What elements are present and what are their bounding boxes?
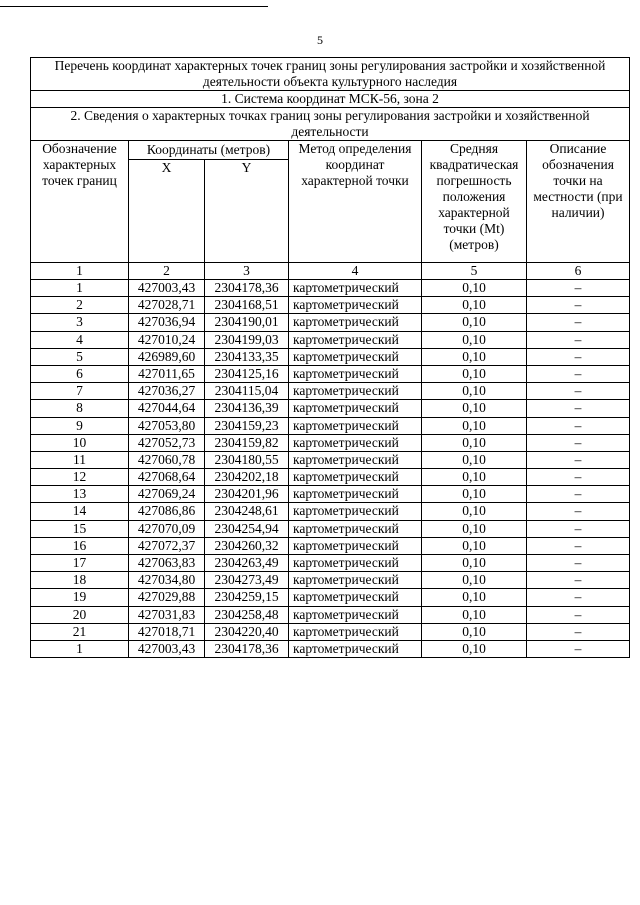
mt-error: 0,10 xyxy=(422,451,527,468)
method: картометрический xyxy=(289,520,422,537)
coord-x: 427036,27 xyxy=(129,383,205,400)
coord-y: 2304136,39 xyxy=(205,400,289,417)
point-number: 21 xyxy=(31,623,129,640)
mt-error: 0,10 xyxy=(422,365,527,382)
point-number: 12 xyxy=(31,469,129,486)
coord-x: 427072,37 xyxy=(129,537,205,554)
method: картометрический xyxy=(289,640,422,657)
mt-error: 0,10 xyxy=(422,383,527,400)
coord-y: 2304273,49 xyxy=(205,572,289,589)
method: картометрический xyxy=(289,280,422,297)
column-number: 3 xyxy=(205,263,289,280)
coordinate-system: 1. Система координат МСК-56, зона 2 xyxy=(31,91,630,108)
point-number: 4 xyxy=(31,331,129,348)
coord-y: 2304259,15 xyxy=(205,589,289,606)
mt-error: 0,10 xyxy=(422,537,527,554)
point-number: 13 xyxy=(31,486,129,503)
point-number: 1 xyxy=(31,280,129,297)
method: картометрический xyxy=(289,537,422,554)
coord-x: 427053,80 xyxy=(129,417,205,434)
table-row xyxy=(31,417,630,434)
mt-error: 0,10 xyxy=(422,503,527,520)
description: – xyxy=(527,348,630,365)
point-number: 14 xyxy=(31,503,129,520)
table-row xyxy=(31,297,630,314)
mt-error: 0,10 xyxy=(422,606,527,623)
point-number: 8 xyxy=(31,400,129,417)
coord-x: 427034,80 xyxy=(129,572,205,589)
method: картометрический xyxy=(289,434,422,451)
coord-x: 427029,88 xyxy=(129,589,205,606)
table-row xyxy=(31,314,630,331)
method: картометрический xyxy=(289,606,422,623)
mt-error: 0,10 xyxy=(422,640,527,657)
method: картометрический xyxy=(289,623,422,640)
mt-error: 0,10 xyxy=(422,572,527,589)
coord-y: 2304178,36 xyxy=(205,640,289,657)
description: – xyxy=(527,623,630,640)
mt-error: 0,10 xyxy=(422,280,527,297)
table-row xyxy=(31,280,630,297)
coord-x: 427086,86 xyxy=(129,503,205,520)
table-row xyxy=(31,383,630,400)
coord-y: 2304159,23 xyxy=(205,417,289,434)
table-row xyxy=(31,434,630,451)
title-row xyxy=(31,58,630,91)
document-title: Перечень координат характерных точек границ зоны регулирования застройки и хозяйственной деятельности объекта культурного наследия xyxy=(31,58,630,91)
coord-y: 2304125,16 xyxy=(205,365,289,382)
header-y: Y xyxy=(205,160,289,263)
mt-error: 0,10 xyxy=(422,417,527,434)
method: картометрический xyxy=(289,383,422,400)
coord-y: 2304199,03 xyxy=(205,331,289,348)
coord-x: 427031,83 xyxy=(129,606,205,623)
description: – xyxy=(527,451,630,468)
description: – xyxy=(527,537,630,554)
description: – xyxy=(527,503,630,520)
description: – xyxy=(527,520,630,537)
coord-y: 2304202,18 xyxy=(205,469,289,486)
coord-x: 427052,73 xyxy=(129,434,205,451)
mt-error: 0,10 xyxy=(422,434,527,451)
coord-y: 2304178,36 xyxy=(205,280,289,297)
header-description: Описание обозначения точки на местности (при наличии) xyxy=(527,141,630,263)
coord-y: 2304115,04 xyxy=(205,383,289,400)
column-numbers-row xyxy=(31,263,630,280)
coord-x: 427070,09 xyxy=(129,520,205,537)
table-row xyxy=(31,365,630,382)
coord-x: 427010,24 xyxy=(129,331,205,348)
mt-error: 0,10 xyxy=(422,520,527,537)
description: – xyxy=(527,280,630,297)
point-number: 20 xyxy=(31,606,129,623)
column-number: 2 xyxy=(129,263,205,280)
point-number: 6 xyxy=(31,365,129,382)
coord-y: 2304190,01 xyxy=(205,314,289,331)
coord-x: 426989,60 xyxy=(129,348,205,365)
point-number: 2 xyxy=(31,297,129,314)
method: картометрический xyxy=(289,589,422,606)
table-row xyxy=(31,640,630,657)
table-row xyxy=(31,451,630,468)
coord-y: 2304159,82 xyxy=(205,434,289,451)
table-row xyxy=(31,589,630,606)
method: картометрический xyxy=(289,365,422,382)
method: картометрический xyxy=(289,314,422,331)
description: – xyxy=(527,486,630,503)
coord-x: 427068,64 xyxy=(129,469,205,486)
description: – xyxy=(527,400,630,417)
method: картометрический xyxy=(289,572,422,589)
coord-y: 2304254,94 xyxy=(205,520,289,537)
header-method: Метод определения координат характерной точки xyxy=(289,141,422,263)
description: – xyxy=(527,383,630,400)
page-number: 5 xyxy=(317,33,323,47)
table-row xyxy=(31,348,630,365)
description: – xyxy=(527,469,630,486)
method: картометрический xyxy=(289,417,422,434)
coord-y: 2304248,61 xyxy=(205,503,289,520)
coord-x: 427018,71 xyxy=(129,623,205,640)
point-number: 10 xyxy=(31,434,129,451)
coord-y: 2304260,32 xyxy=(205,537,289,554)
method: картометрический xyxy=(289,348,422,365)
coord-x: 427003,43 xyxy=(129,280,205,297)
coord-x: 427028,71 xyxy=(129,297,205,314)
point-number: 5 xyxy=(31,348,129,365)
coord-x: 427069,24 xyxy=(129,486,205,503)
section-row xyxy=(31,108,630,141)
description: – xyxy=(527,555,630,572)
mt-error: 0,10 xyxy=(422,331,527,348)
method: картометрический xyxy=(289,400,422,417)
method: картометрический xyxy=(289,469,422,486)
coordinates-table xyxy=(30,57,630,658)
method: картометрический xyxy=(289,297,422,314)
mt-error: 0,10 xyxy=(422,486,527,503)
header-x: X xyxy=(129,160,205,263)
point-number: 19 xyxy=(31,589,129,606)
coord-y: 2304168,51 xyxy=(205,297,289,314)
coord-y: 2304180,55 xyxy=(205,451,289,468)
coordinate-system-row xyxy=(31,91,630,108)
mt-error: 0,10 xyxy=(422,555,527,572)
table-row xyxy=(31,486,630,503)
mt-error: 0,10 xyxy=(422,623,527,640)
point-number: 1 xyxy=(31,640,129,657)
top-rule xyxy=(0,6,268,7)
method: картометрический xyxy=(289,555,422,572)
point-number: 11 xyxy=(31,451,129,468)
point-number: 9 xyxy=(31,417,129,434)
coord-y: 2304220,40 xyxy=(205,623,289,640)
description: – xyxy=(527,572,630,589)
description: – xyxy=(527,314,630,331)
header-error: Средняя квадратическая погрешность положения характерной точки (Mt) (метров) xyxy=(422,141,527,263)
description: – xyxy=(527,606,630,623)
coord-y: 2304263,49 xyxy=(205,555,289,572)
coord-x: 427036,94 xyxy=(129,314,205,331)
mt-error: 0,10 xyxy=(422,469,527,486)
point-number: 3 xyxy=(31,314,129,331)
description: – xyxy=(527,417,630,434)
coord-x: 427011,65 xyxy=(129,365,205,382)
point-number: 15 xyxy=(31,520,129,537)
method: картометрический xyxy=(289,331,422,348)
table-row xyxy=(31,469,630,486)
mt-error: 0,10 xyxy=(422,314,527,331)
method: картометрический xyxy=(289,503,422,520)
table-row xyxy=(31,520,630,537)
description: – xyxy=(527,640,630,657)
column-number: 5 xyxy=(422,263,527,280)
header-designation: Обозначение характерных точек границ xyxy=(31,141,129,263)
table-row xyxy=(31,606,630,623)
table-row xyxy=(31,503,630,520)
point-number: 16 xyxy=(31,537,129,554)
table-row xyxy=(31,400,630,417)
method: картометрический xyxy=(289,486,422,503)
section-title: 2. Сведения о характерных точках границ зоны регулирования застройки и хозяйственной деятельности xyxy=(31,108,630,141)
point-number: 18 xyxy=(31,572,129,589)
method: картометрический xyxy=(289,451,422,468)
coord-y: 2304201,96 xyxy=(205,486,289,503)
table-row xyxy=(31,572,630,589)
mt-error: 0,10 xyxy=(422,589,527,606)
mt-error: 0,10 xyxy=(422,400,527,417)
description: – xyxy=(527,297,630,314)
coord-x: 427063,83 xyxy=(129,555,205,572)
column-number: 4 xyxy=(289,263,422,280)
point-number: 17 xyxy=(31,555,129,572)
coord-y: 2304133,35 xyxy=(205,348,289,365)
column-number: 1 xyxy=(31,263,129,280)
mt-error: 0,10 xyxy=(422,348,527,365)
point-number: 7 xyxy=(31,383,129,400)
header-row xyxy=(31,141,630,160)
mt-error: 0,10 xyxy=(422,297,527,314)
table-row xyxy=(31,623,630,640)
coord-y: 2304258,48 xyxy=(205,606,289,623)
table-row xyxy=(31,537,630,554)
coord-x: 427044,64 xyxy=(129,400,205,417)
header-coordinates: Координаты (метров) xyxy=(129,141,289,160)
table-row xyxy=(31,331,630,348)
description: – xyxy=(527,434,630,451)
coord-x: 427003,43 xyxy=(129,640,205,657)
table-row xyxy=(31,555,630,572)
coord-x: 427060,78 xyxy=(129,451,205,468)
description: – xyxy=(527,365,630,382)
description: – xyxy=(527,331,630,348)
description: – xyxy=(527,589,630,606)
column-number: 6 xyxy=(527,263,630,280)
